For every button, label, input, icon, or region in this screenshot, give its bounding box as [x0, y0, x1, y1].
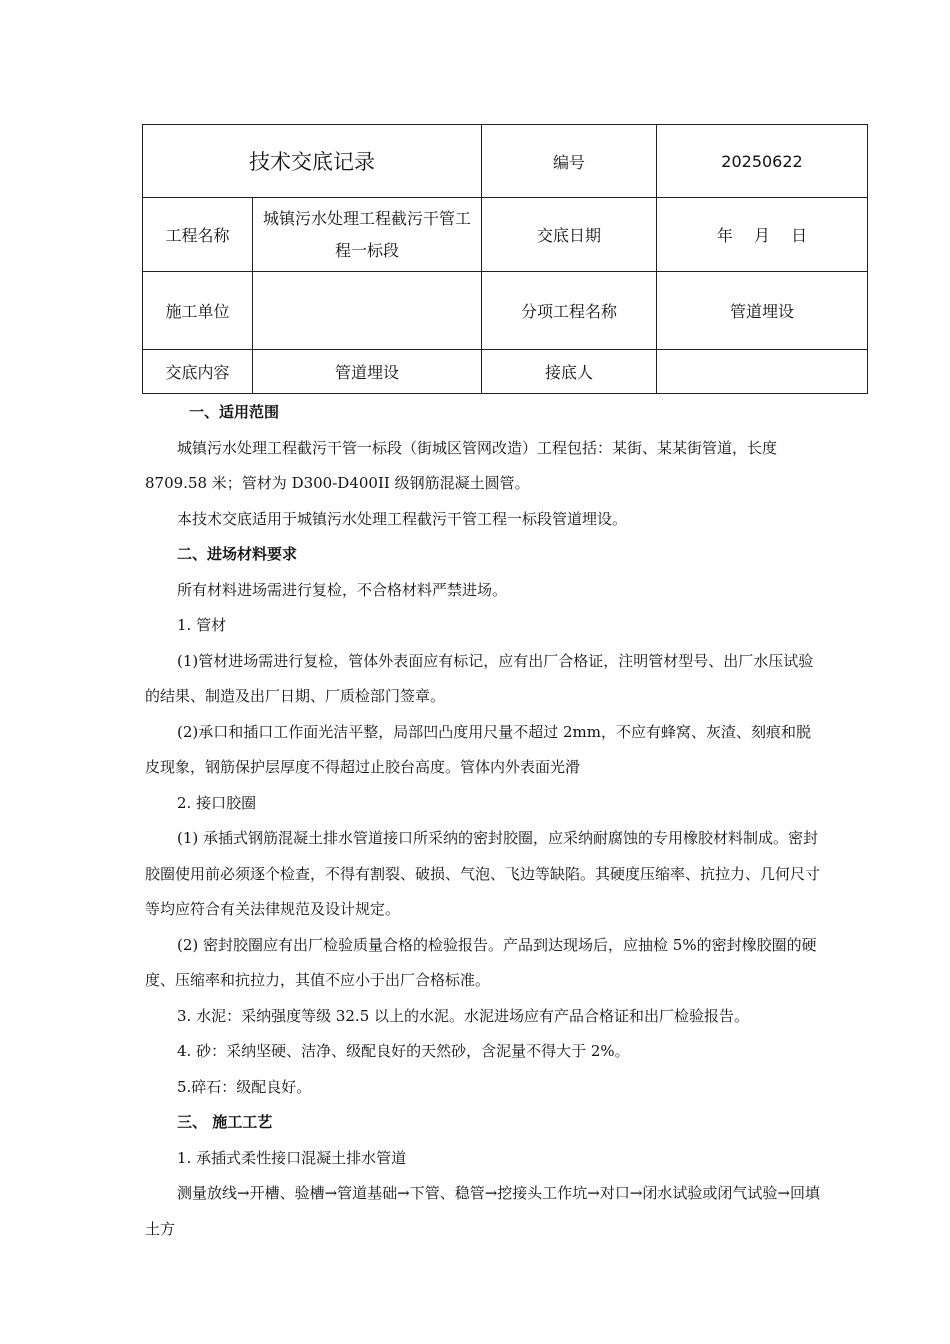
paragraph: (1) 承插式钢筋混凝土排水管道接口所采纳的密封胶圈，应采纳耐腐蚀的专用橡胶材料制成。密封胶圈使用前必须逐个检查，不得有割裂、破损、气泡、飞边等缺陷。其硬度压缩率、抗拉力、几何尺寸等均应符合有关法律规范及设计规定。	[145, 829, 821, 918]
receiver-label: 接底人	[482, 350, 657, 394]
subitem-value: 管道埋设	[657, 272, 868, 350]
header-row-content	[143, 350, 868, 394]
section-2-heading: 二、进场材料要求	[177, 545, 298, 563]
date-value: 年 月 日	[657, 198, 868, 272]
list-item: 2. 接口胶圈	[177, 793, 257, 812]
section-3-heading: 三、 施工工艺	[177, 1113, 273, 1131]
list-item: 3. 水泥：采纳强度等级 32.5 以上的水泥。水泥进场应有产品合格证和出厂检验报告。	[177, 1006, 750, 1025]
list-item: 1. 承插式柔性接口混凝土排水管道	[177, 1148, 407, 1167]
project-value: 城镇污水处理工程截污干管工程一标段	[253, 198, 482, 272]
paragraph: 城镇污水处理工程截污干管一标段（街城区管网改造）工程包括：某街、某某街管道，长度 8709.58 米；管材为 D300-D400II 级钢筋混凝土圆管。	[145, 438, 778, 492]
document-body	[145, 395, 825, 1247]
content-label: 交底内容	[143, 350, 253, 394]
section-1-heading: 一、适用范围	[189, 403, 280, 421]
paragraph: 测量放线→开槽、验槽→管道基础→下管、稳管→挖接头工作坑→对口→闭水试验或闭气试验→回填土方	[145, 1184, 820, 1238]
paragraph: 所有材料进场需进行复检，不合格材料严禁进场。	[177, 580, 508, 599]
header-table	[142, 124, 868, 394]
project-label: 工程名称	[143, 198, 253, 272]
header-row-title	[143, 125, 868, 198]
receiver-value	[657, 350, 868, 394]
header-row-project	[143, 198, 868, 272]
number-label: 编号	[482, 125, 657, 198]
list-item: 1. 管材	[177, 616, 227, 634]
unit-value	[253, 272, 482, 350]
header-row-unit	[143, 272, 868, 350]
paragraph: (2) 密封胶圈应有出厂检验质量合格的检验报告。产品到达现场后，应抽检 5%的密封橡胶圈的硬度、压缩率和抗拉力，其值不应小于出厂合格标准。	[145, 935, 817, 989]
paragraph: (1)管材进场需进行复检，管体外表面应有标记，应有出厂合格证，注明管材型号、出厂水压试验的结果、制造及出厂日期、厂质检部门签章。	[145, 651, 814, 705]
paragraph: 本技术交底适用于城镇污水处理工程截污干管工程一标段管道埋设。	[177, 509, 628, 528]
subitem-label: 分项工程名称	[482, 272, 657, 350]
number-value: 20250622	[657, 125, 868, 198]
document-title: 技术交底记录	[143, 125, 482, 198]
list-item: 5.碎石：级配良好。	[177, 1077, 312, 1096]
paragraph: (2)承口和插口工作面光洁平整，局部凹凸度用尺量不超过 2mm，不应有蜂窝、灰渣、刻痕和脱皮现象，钢筋保护层厚度不得超过止胶台高度。管体内外表面光滑	[145, 722, 812, 776]
unit-label: 施工单位	[143, 272, 253, 350]
list-item: 4. 砂：采纳坚硬、洁净、级配良好的天然砂，含泥量不得大于 2%。	[177, 1042, 630, 1060]
content-value: 管道埋设	[253, 350, 482, 394]
date-label: 交底日期	[482, 198, 657, 272]
